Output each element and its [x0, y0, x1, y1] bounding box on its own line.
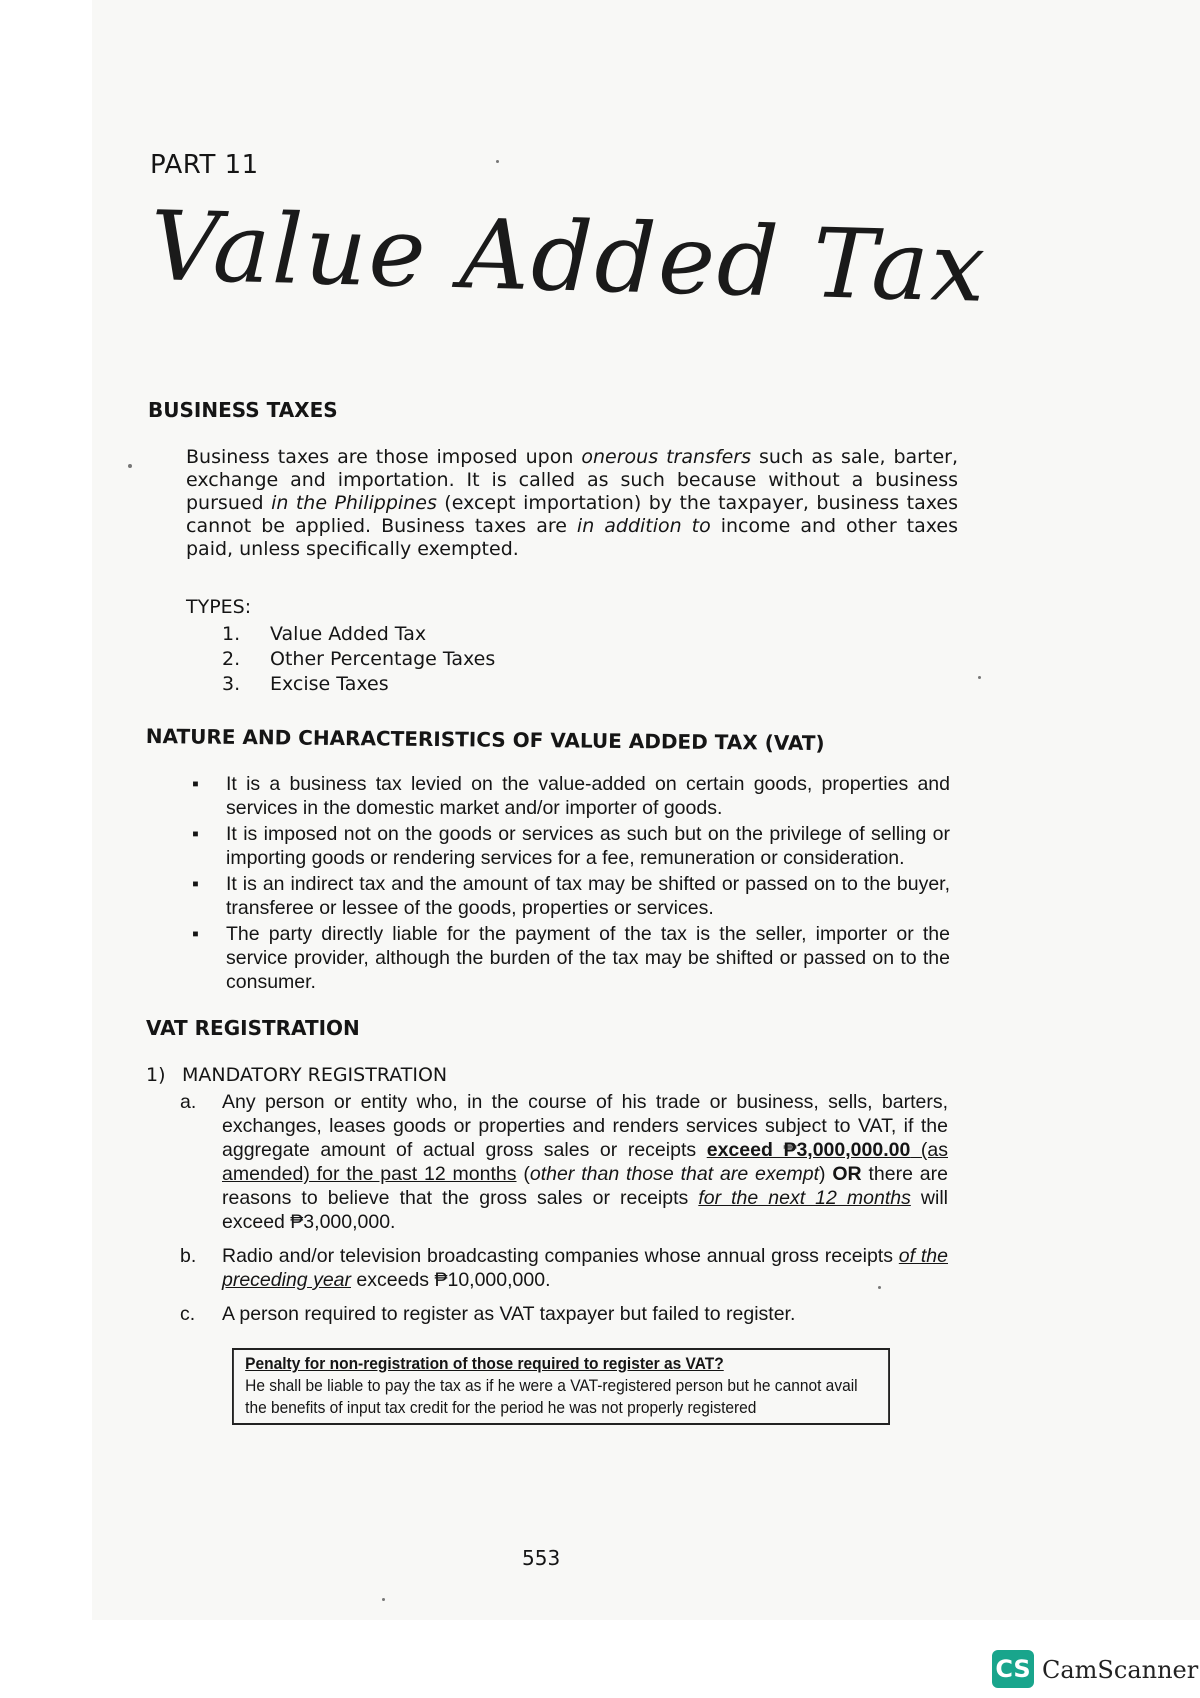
nature-bullet-list — [192, 772, 950, 996]
mandatory-registration-label: 1) MANDATORY REGISTRATION — [146, 1064, 448, 1086]
bullet-icon: ▪ — [192, 773, 199, 795]
types-list — [222, 622, 495, 697]
business-taxes-heading: BUSINESS TAXES — [148, 398, 338, 422]
part-label: PART 11 — [150, 150, 259, 180]
list-item: ▪ The party directly liable for the payment of the tax is the seller, importer or the service provider, although the burden of the tax may be shifted or passed on to the consumer. — [192, 923, 950, 993]
types-label: TYPES: — [186, 596, 252, 618]
vat-registration-heading: VAT REGISTRATION — [146, 1016, 360, 1040]
page-number: 553 — [522, 1546, 561, 1570]
bullet-icon: ▪ — [192, 873, 199, 895]
list-item: ▪ It is an indirect tax and the amount of tax may be shifted or passed on to the buyer, transferee or lessee of the goods, properties or services. — [192, 873, 950, 919]
list-item: ▪ It is imposed not on the goods or services as such but on the privilege of selling or importing goods or rendering services for a fee, remuneration or consideration. — [192, 823, 950, 869]
registration-list — [180, 1090, 948, 1336]
page-title: Value Added Tax — [149, 190, 989, 324]
business-taxes-paragraph: Business taxes are those imposed upon onerous transfers such as sale, barter, exchange and importation. It is called as such because without a business pursued in the Philippines (except importation) by the taxpayer, business taxes cannot be applied. Business taxes are in addition to income and other taxes paid, unless specifically exempted. — [186, 446, 959, 560]
scan-speck — [496, 160, 499, 163]
nature-heading: NATURE AND CHARACTERISTICS OF VALUE ADDED TAX (VAT) — [145, 724, 825, 756]
penalty-box-text: He shall be liable to pay the tax as if he were a VAT-registered person but he cannot avail the benefits of input tax credit for the period he was not properly registered — [245, 1377, 858, 1417]
camscanner-logo-icon: CS — [992, 1650, 1034, 1688]
list-item: 2. Other Percentage Taxes — [222, 648, 496, 670]
camscanner-watermark: CamScanner — [1042, 1656, 1199, 1684]
penalty-box-title: Penalty for non-registration of those required to register as VAT? — [245, 1355, 724, 1373]
list-item: 3. Excise Taxes — [222, 673, 389, 695]
list-item: b. Radio and/or television broadcasting companies whose annual gross receipts of the preceding year exceeds ₱10,000,000. — [180, 1245, 948, 1291]
scan-speck — [382, 1598, 385, 1601]
list-item: c. A person required to register as VAT taxpayer but failed to register. — [180, 1303, 796, 1325]
penalty-box — [232, 1348, 890, 1425]
list-item: ▪ It is a business tax levied on the value-added on certain goods, properties and services in the domestic market and/or importer of goods. — [192, 773, 950, 819]
scan-speck — [128, 464, 132, 468]
scan-speck — [978, 676, 981, 679]
list-item: a. Any person or entity who, in the course of his trade or business, sells, barters, exchanges, leases goods or properties and renders services subject to VAT, if the aggregate amount of actual gross sales or receipts exceed ₱3,000,000.00 (as amended) for the past 12 months (other than those that are exempt) OR there are reasons to believe that the gross sales or receipts for the next 12 months will exceed ₱3,000,000. — [180, 1091, 948, 1233]
bullet-icon: ▪ — [192, 923, 199, 945]
list-item: 1. Value Added Tax — [222, 623, 427, 645]
bullet-icon: ▪ — [192, 823, 199, 845]
